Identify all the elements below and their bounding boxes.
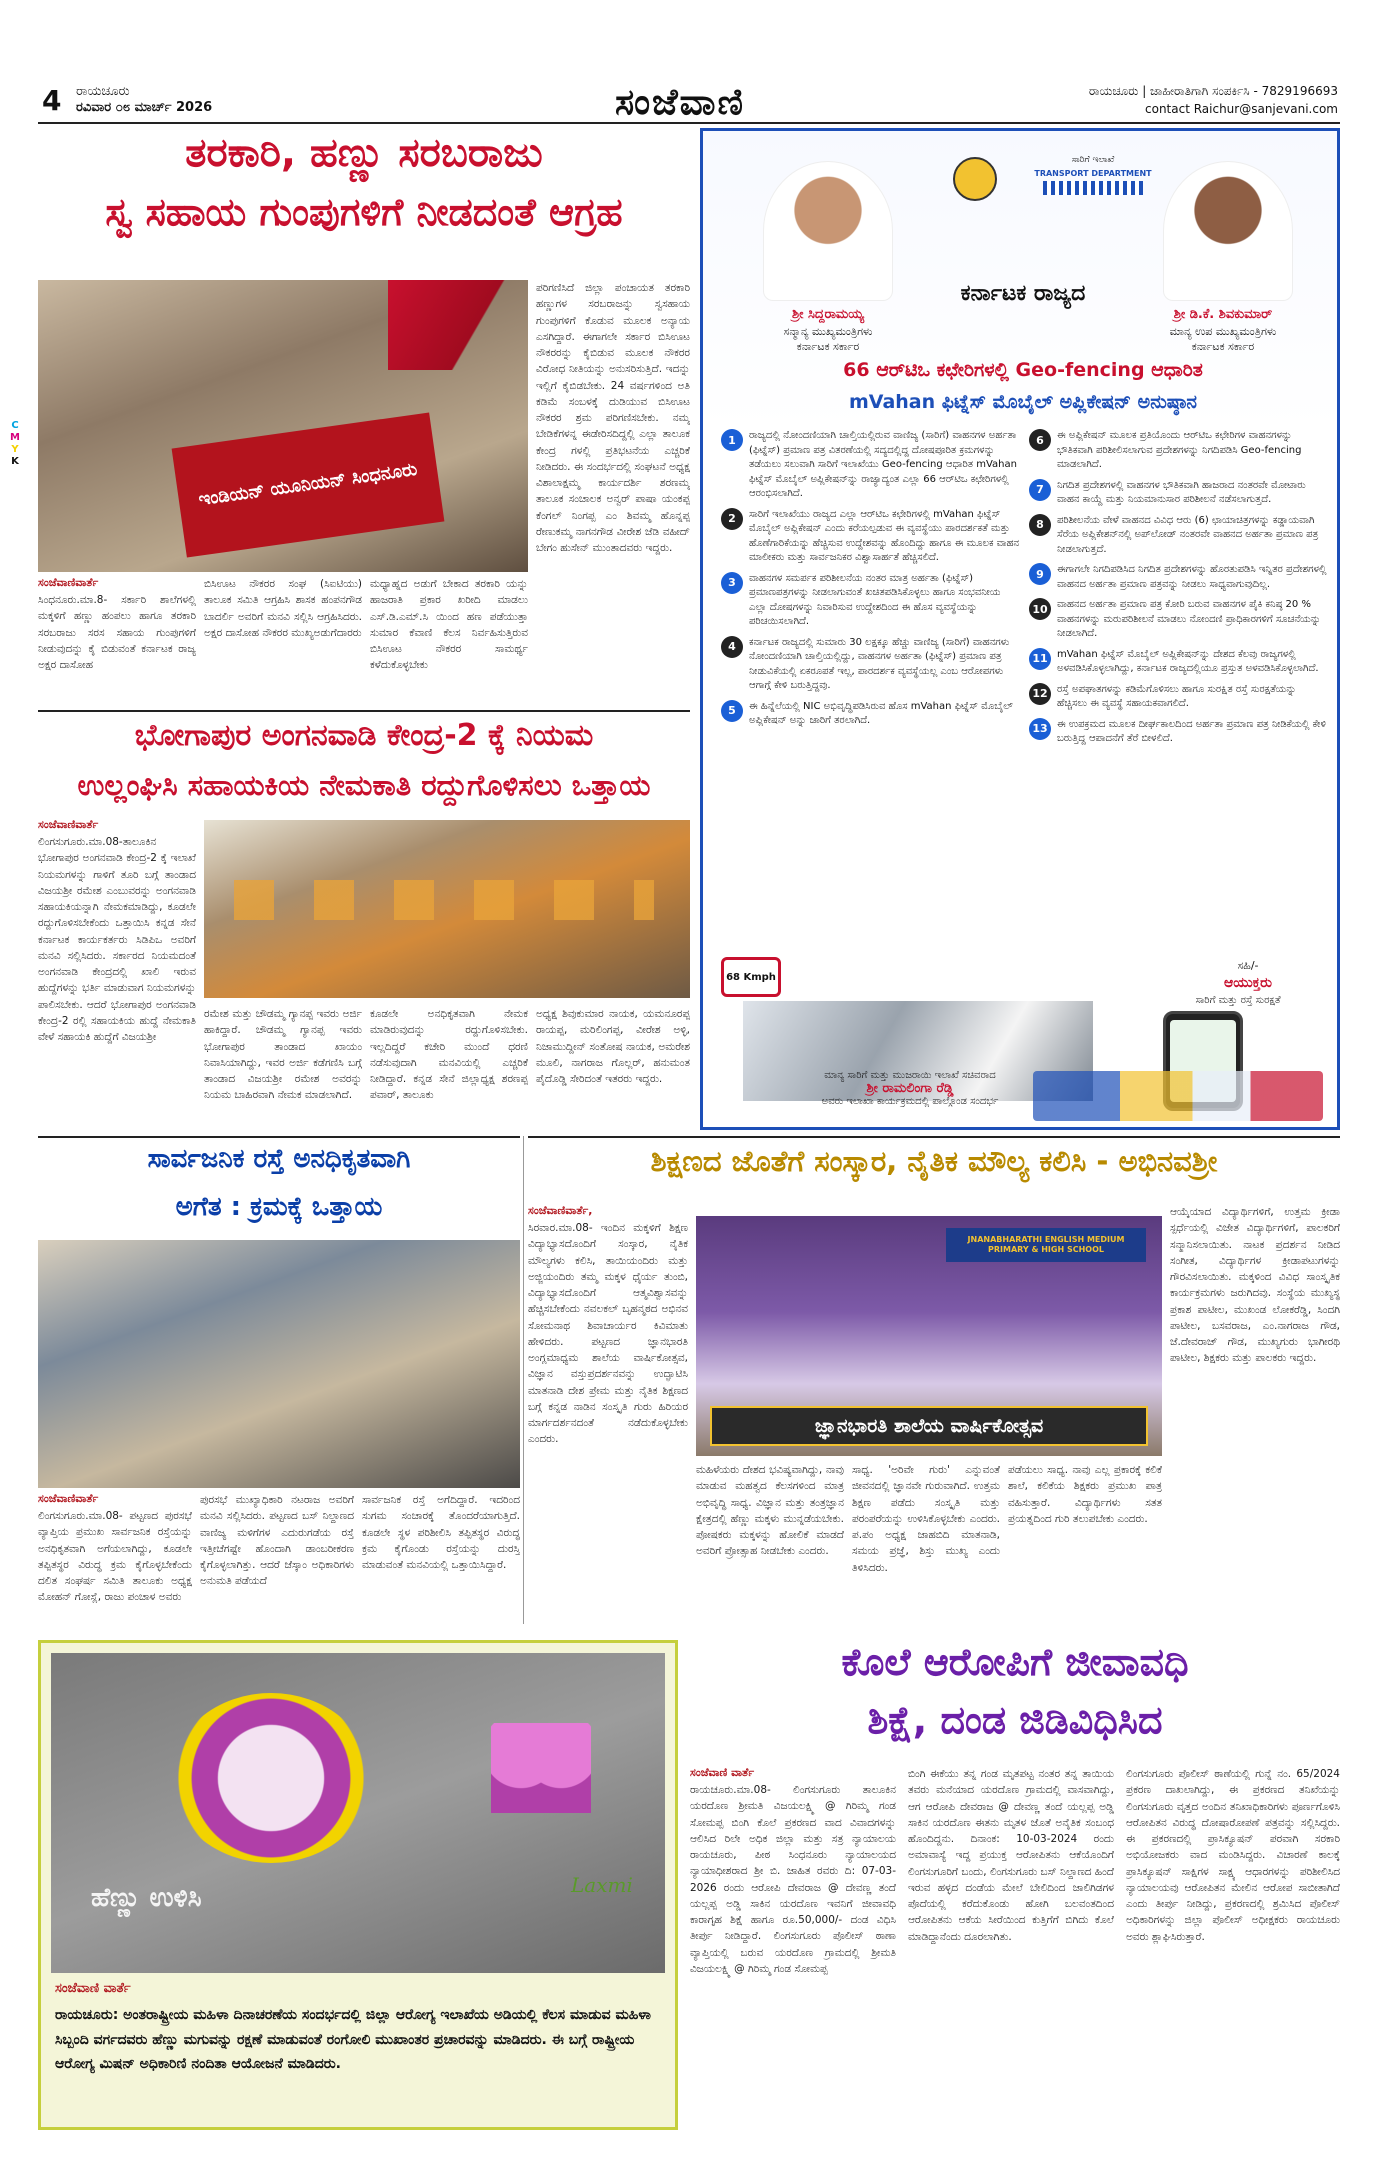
ad-point bbox=[1029, 514, 1329, 558]
ad-point bbox=[1029, 563, 1329, 592]
story6-byline: ಸಂಜೆವಾಣಿ ವಾರ್ತೆ bbox=[690, 1766, 755, 1779]
cm-title-1: ಸನ್ಮಾನ್ಯ ಮುಖ್ಯಮಂತ್ರಿಗಳು bbox=[783, 325, 873, 338]
point-text: ಈ ಉಪಕ್ರಮದ ಮೂಲಕ ದೀರ್ಘಕಾಲದಿಂದ ಅರ್ಹತಾ ಪ್ರಮಾಣ ಪತ್ರ ನೀಡಿಕೆಯಲ್ಲಿ ಕೇಳಿ ಬರುತ್ತಿದ್ದ ಆಪಾದನೆಗೆ ತೆರೆ ಬೀಳಲಿದೆ. bbox=[1057, 718, 1326, 744]
story-anganwadi bbox=[38, 710, 690, 1130]
minister-caption-block bbox=[730, 1070, 1090, 1130]
story3-headline-1: ಸಾರ್ವಜನಿಕ ರಸ್ತೆ ಅನಧಿಕೃತವಾಗಿ bbox=[147, 1144, 411, 1174]
story6-headline-1: ಕೊಲೆ ಆರೋಪಿಗೆ ಜೀವಾವಧಿ bbox=[841, 1640, 1189, 1684]
dcm-name: ಶ್ರೀ ಡಿ.ಕೆ. ಶಿವಕುಮಾರ್ bbox=[1173, 307, 1273, 322]
point-text: ಈ ಹಿನ್ನೆಲೆಯಲ್ಲಿ NIC ಅಭಿವೃದ್ಧಿಪಡಿಸಿರುವ ಹೊಸ mVahan ಫಿಟ್ನೆಸ್ ಮೊಬೈಲ್ ಅಪ್ಲಿಕೇಷನ್ ಅನ್ನು ಜಾರಿಗೆ ತರಲಾಗಿದೆ. bbox=[749, 700, 1013, 726]
story2-col-left: ಲಿಂಗಸುಗೂರು.ಮಾ.08-ತಾಲೂಕಿನ ಭೋಗಾಪುರ ಅಂಗನವಾಡಿ ಕೇಂದ್ರ-2 ಕ್ಕೆ ಇಲಾಖೆ ನಿಯಮಗಳನ್ನು ಗಾಳಿಗೆ ತೂರಿ ಬಗ್ಗೆ ತಾಂಡಾದ ವಿಜಯಶ್ರೀ ರಮೇಶ ಎಂಬುವರನ್ನು ಅಂಗನವಾಡಿ ಸಹಾಯಕಿಯನ್ನಾಗಿ ನೇಮಕಮಾಡಿದ್ದು, ಕೂಡಲೇ ರದ್ದುಗೊಳಿಸಬೇಕೆಂದು ಒತ್ತಾಯಿಸಿ ಕನ್ನಡ ಸೇನೆ ಕರ್ನಾಟಕ ಕಾರ್ಯಕರ್ತರು ಸಿಡಿಪಿಒ ಅವರಿಗೆ ಮನವಿ ಸಲ್ಲಿಸಿದರು. ಸರ್ಕಾರದ ನಿಯಮದಂತೆ ಅಂಗನವಾಡಿ ಕೇಂದ್ರದಲ್ಲಿ ಖಾಲಿ ಇರುವ ಹುದ್ದೆಗಳನ್ನು ಭರ್ತಿ ಮಾಡುವಾಗ ನಿಯಮಗಳನ್ನು ಪಾಲಿಸಬೇಕು. ಆದರೆ ಭೋಗಾಪುರ ಅಂಗನವಾಡಿ ಕೇಂದ್ರ-2 ರಲ್ಲಿ ಸಹಾಯಕಿಯ ಹುದ್ದೆ ನೇಮಕಾತಿ ವೇಳೆ ಸಹಾಯಕಿ ಹುದ್ದೆಗೆ ವಿಜಯಶ್ರೀ bbox=[38, 836, 196, 1044]
point-number: 1 bbox=[721, 429, 743, 451]
point-text: ಕರ್ನಾಟಕ ರಾಜ್ಯದಲ್ಲಿ ಸುಮಾರು 30 ಲಕ್ಷಕ್ಕೂ ಹೆಚ್ಚು ವಾಣಿಜ್ಯ (ಸಾರಿಗೆ) ವಾಹನಗಳು ನೋಂದಣಿಯಾಗಿ ಚಾಲ್ತಿಯಲ್ಲಿದ್ದು, ವಾಹನಗಳ ಅರ್ಹತಾ (ಫಿಟ್ನೆಸ್) ಪ್ರಮಾಣ ಪತ್ರ ನೀಡುವಿಕೆಯಲ್ಲಿ ಏಕರೂಪತೆ ಇಲ್ಲ, ಪಾರದರ್ಶಕ ವ್ಯವಸ್ಥೆಯಲ್ಲ ಎಂಬ ಆರೋಪಗಳು ಆಗಾಗ್ಗೆ ಕೇಳಿ ಬರುತ್ತಿದ್ದವು. bbox=[749, 636, 1010, 691]
saffron-scarves bbox=[234, 880, 654, 920]
signoff-1: ಸಹಿ/- bbox=[1237, 959, 1259, 972]
banner-text: ಇಂಡಿಯನ್ ಯೂನಿಯನ್ ಸಿಂಧನೂರು bbox=[197, 459, 419, 511]
ad-point bbox=[1029, 648, 1329, 677]
story-vegetables bbox=[38, 124, 690, 704]
story3-headline-2: ಅಗೆತ : ಕ್ರಮಕ್ಕೆ ಒತ್ತಾಯ bbox=[175, 1192, 383, 1222]
story2-col-m3: ಅಧ್ಯಕ್ಷ ಶಿವುಕುಮಾರ ನಾಯಕ, ಯಮನೂರಪ್ಪ ರಾಯಪ್ಪ, ಮರಿಲಿಂಗಪ್ಪ, ವೀರೇಶ ಅಳ್ಳಿ, ನಿಜಾಮುದ್ದೀನ್ ಸಂತೋಷ ನಾಯಕ, ಅಮರೇಶ ಮೂಲಿ, ನಾಗರಾಜ ಗೊಲ್ಲರ್, ಹನುಮಂತ ಪೈದೊಡ್ಡಿ ಸೇರಿದಂತೆ ಇತರರು ಇದ್ದರು. bbox=[536, 1008, 690, 1086]
edition-label: ರಾಯಚೂರು bbox=[76, 84, 130, 99]
cmyk-marks bbox=[8, 420, 22, 468]
story6-col-3: ಲಿಂಗಸುಗೂರು ಪೊಲೀಸ್ ಠಾಣೆಯಲ್ಲಿ ಗುನ್ನೆ ನಂ. 65/2024 ಪ್ರಕರಣ ದಾಖಲಾಗಿದ್ದು, ಈ ಪ್ರಕರಣದ ತನಿಖೆಯನ್ನು ಲಿಂಗಸುಗೂರು ವೃತ್ತದ ಅಂದಿನ ತನಿಖಾಧಿಕಾರಿಗಳು ಪೂರ್ಣಗೊಳಿಸಿ ಆರೋಪಿತನ ವಿರುದ್ಧ ದೋಷಾರೋಪಣೆ ಪತ್ರವನ್ನು ಸಲ್ಲಿಸಿದ್ದರು. ಈ ಪ್ರಕರಣದಲ್ಲಿ ಪ್ರಾಸಿಕ್ಯೂಷನ್ ಪರವಾಗಿ ಸರಕಾರಿ ಅಭಿಯೋಜಕರು ವಾದ ಮಂಡಿಸಿದ್ದರು. ವಿಚಾರಣೆ ಕಾಲಕ್ಕೆ ಪ್ರಾಸಿಕ್ಯೂಷನ್ ಸಾಕ್ಷಿಗಳ ಸಾಕ್ಷ್ಯ ಆಧಾರಗಳನ್ನು ಪರಿಶೀಲಿಸಿದ ನ್ಯಾಯಾಲಯವು ಆರೋಪಿತನ ಮೇಲಿನ ಆರೋಪ ಸಾಬೀತಾಗಿದೆ ಎಂದು ತೀರ್ಪು ನೀಡಿದ್ದು, ಪ್ರಕರಣದಲ್ಲಿ ಶ್ರಮಿಸಿದ ಪೊಲೀಸ್ ಅಧಿಕಾರಿಗಳನ್ನು ಜಿಲ್ಲಾ ಪೊಲೀಸ್ ಅಧೀಕ್ಷಕರು ರಾಯಚೂರು ಅವರು ಶ್ಲಾಘಿಸಿರುತ್ತಾರೆ. bbox=[1126, 1768, 1340, 1943]
speed-sign bbox=[721, 957, 781, 997]
story2-photo bbox=[204, 820, 690, 998]
cmyk-m: M bbox=[10, 432, 20, 443]
point-text: ರಸ್ತೆ ಅಪಘಾತಗಳನ್ನು ಕಡಿಮೆಗೊಳಿಸಲು ಹಾಗೂ ಸುರಕ್ಷಿತ ರಸ್ತೆ ಸುರಕ್ಷತೆಯನ್ನು ಹೆಚ್ಚಿಸಲು ಈ ವ್ಯವಸ್ಥೆ ಸಹಾಯಕವಾಗಲಿದೆ. bbox=[1057, 683, 1297, 709]
point-number: 3 bbox=[721, 572, 743, 594]
dept-logo-bars bbox=[1043, 181, 1143, 195]
story1-col-b: ಬಿಸಿಊಟ ನೌಕರರ ಸಂಘ (ಸಿಐಟಿಯು) ತಾಲೂಕ ಸಮಿತಿ ಆಗ್ರಹಿಸಿ ಶಾಸಕ ಹಂಪನಗೌಡ ಬಾದರ್ಲಿ ಅವರಿಗೆ ಮನವಿ ಸಲ್ಲಿಸಿ ಆಗ್ರಹಿಸಿದರು. ಅಕ್ಷರ ದಾಸೋಹ ನೌಕರರ ಮುಖ್ಯಅಡುಗೆದಾರರು bbox=[204, 578, 362, 639]
ad-points-left bbox=[721, 429, 1021, 949]
story2-top-rule bbox=[38, 710, 690, 712]
point-number: 7 bbox=[1029, 479, 1051, 501]
ad-title-3: mVahan ಫಿಟ್ನೆಸ್ ಮೊಬೈಲ್ ಅಪ್ಲಿಕೇಷನ್ ಅನುಷ್ಠಾನ bbox=[849, 391, 1197, 413]
story1-photo bbox=[38, 280, 528, 572]
signoff-3: ಸಾರಿಗೆ ಮತ್ತು ರಸ್ತೆ ಸುರಕ್ಷತೆ bbox=[1195, 995, 1281, 1006]
cmyk-y: Y bbox=[11, 444, 19, 455]
story6-col-2: ಬಿಂಗಿ ಈಕೆಯು ತನ್ನ ಗಂಡ ಮೃತಪಟ್ಟ ನಂತರ ತನ್ನ ತಾಯಿಯ ತವರು ಮನೆಯಾದ ಯರದೊಣ ಗ್ರಾಮದಲ್ಲಿ ವಾಸವಾಗಿದ್ದು, ಆಗ ಆರೋಪಿ ದೇವರಾಜ @ ದೇವಣ್ಣ ತಂದೆ ಯಲ್ಲಪ್ಪ ಅಡ್ಡಿ ಸಾಕಿನ ಯರದೊಣ ಈತನು ಮೃತಳ ಜೊತೆ ಅನೈತಿಕ ಸಂಬಂಧ ಹೊಂದಿದ್ದನು. ದಿನಾಂಕ: 10-03-2024 ರಂದು ಅಮಾವಾಸ್ಯೆ ಇದ್ದ ಪ್ರಯುಕ್ತ ಆರೋಪಿತನು ಆಕೆಯೊಂದಿಗೆ ಲಿಂಗಸುಗೂರಿಗೆ ಬಂದು, ಲಿಂಗಸುಗೂರು ಬಸ್ ನಿಲ್ದಾಣದ ಹಿಂದೆ ಇರುವ ಹಳ್ಳದ ದಂಡೆಯ ಮೇಲೆ ಬೇಲಿದಿಂದ ಜಾಲಿಗಿಡಗಳ ಪೊದೆಯಲ್ಲಿ ಕರೆದುಕೊಂಡು ಹೋಗಿ ಬಲವಂತದಿಂದ ಆರೋಪಿತನು ಆಕೆಯ ಸೀರೆಯಿಂದ ಕುತ್ತಿಗೆಗೆ ಬಿಗಿದು ಕೊಲೆ ಮಾಡಿದ್ದಾನೆಂದು ದೂರಲಾಗಿತು. bbox=[908, 1768, 1114, 1943]
story4-headline: ಶಿಕ್ಷಣದ ಜೊತೆಗೆ ಸಂಸ್ಕಾರ, ನೈತಿಕ ಮೌಲ್ಯ ಕಲಿಸಿ - ಅಭಿನವಶ್ರೀ bbox=[650, 1144, 1218, 1178]
ad-point bbox=[721, 636, 1021, 694]
story3-col-3: ಸಾರ್ವಜನಿಕ ರಸ್ತೆ ಅಗೆದಿದ್ದಾರೆ. ಇದರಿಂದ ಸುಗಮ ಸಂಚಾರಕ್ಕೆ ತೊಂದರೆಯಾಗುತ್ತಿದೆ. ಕೂಡಲೇ ಸ್ಥಳ ಪರಿಶೀಲಿಸಿ ತಪ್ಪಿತಸ್ಥರ ವಿರುದ್ಧ ಕ್ರಮ ಕೈಗೊಂಡು ರಸ್ತೆಯನ್ನು ದುರಸ್ತಿ ಮಾಡುವಂತೆ ಮನವಿಯಲ್ಲಿ ಒತ್ತಾಯಿಸಿದ್ದಾರೆ. bbox=[362, 1494, 520, 1572]
point-number: 6 bbox=[1029, 429, 1051, 451]
dcm-photo bbox=[1163, 161, 1293, 301]
rangoli-heart bbox=[491, 1723, 591, 1813]
story4-top-rule bbox=[528, 1136, 1340, 1138]
point-text: ಈಗಾಗಲೇ ನಿಗದಿಪಡಿಸಿದ ನಿಗದಿತ ಪ್ರದೇಶಗಳನ್ನು ಹೊರತುಪಡಿಸಿ ಇನ್ನಿತರ ಪ್ರದೇಶಗಳಲ್ಲಿ ವಾಹನದ ಅರ್ಹತಾ ಪ್ರಮಾಣ ಪತ್ರವನ್ನು ನೀಡಲು ಸಾಧ್ಯವಾಗುವುದಿಲ್ಲ. bbox=[1057, 564, 1327, 590]
story2-headline-2: ಉಲ್ಲಂಘಿಸಿ ಸಹಾಯಕಿಯ ನೇಮಕಾತಿ ರದ್ದುಗೊಳಿಸಲು ಒತ್ತಾಯ bbox=[77, 768, 651, 802]
ad-point bbox=[721, 700, 1021, 729]
caption-bar bbox=[710, 1406, 1148, 1446]
minister-caption-line-2: ಅವರು ಇಲಾಖಾ ಕಾರ್ಯಕ್ರಮದಲ್ಲಿ ಪಾಲ್ಗೊಂಡ ಸಂದರ್ಭ bbox=[821, 1096, 999, 1107]
point-text: ರಾಜ್ಯದಲ್ಲಿ ನೋಂದಣಿಯಾಗಿ ಚಾಲ್ತಿಯಲ್ಲಿರುವ ವಾಣಿಜ್ಯ (ಸಾರಿಗೆ) ವಾಹನಗಳ ಅರ್ಹತಾ (ಫಿಟ್ನೆಸ್) ಪ್ರಮಾಣ ಪತ್ರ ವಿತರಣೆಯಲ್ಲಿ ಸದ್ಯದಲ್ಲಿದ್ದ ದೋಷಪೂರಿತ ಕ್ರಮಗಳನ್ನು ತಡೆಯಲು ಸಲುವಾಗಿ ಸಾರಿಗೆ ಇಲಾಖೆಯು Geo-fencing ಆಧಾರಿತ mVahan ಫಿಟ್ನೆಸ್ ಮೊಬೈಲ್ ಅಪ್ಲಿಕೇಷನ್‌ನ್ನು ರಾಜ್ಯಾದ್ಯಂತ ಎಲ್ಲಾ 66 ಆರ್‌ಟಿಒ ಕಛೇರಿಗಳಲ್ಲಿ ಆರಂಭಿಸಲಾಗಿದೆ. bbox=[749, 430, 1017, 499]
ad-point bbox=[721, 572, 1021, 630]
school-sign bbox=[946, 1228, 1146, 1262]
story2-col-m1: ರಮೇಶ ಮತ್ತು ಚೌಡಮ್ಮ ಗ್ಯಾನಪ್ಪ ಇವರು ಅರ್ಜಿ ಹಾಕಿದ್ದಾರೆ. ಚೌಡಮ್ಮ ಗ್ಯಾನಪ್ಪ ಇವರು ಭೋಗಾಪುರ ತಾಂಡಾದ ಖಾಯಂ ನಿವಾಸಿಯಾಗಿದ್ದು, ಇವರ ಅರ್ಜಿ ಕಡೆಗಣಿಸಿ ಬಗ್ಗೆ ತಾಂಡಾದ ವಿಜಯಶ್ರೀ ರಮೇಶ ಅವರನ್ನು ನಿಯಮ ಬಾಹಿರವಾಗಿ ನೇಮಕ ಮಾಡಲಾಗಿದೆ. bbox=[204, 1008, 362, 1102]
ad-title-2-visible: 66 ಆರ್‌ಟಿಒ ಕಛೇರಿಗಳಲ್ಲಿ Geo-fencing ಆಧಾರಿತ bbox=[843, 359, 1203, 381]
story-rangoli bbox=[38, 1640, 678, 2130]
ad-point bbox=[1029, 718, 1329, 747]
point-text: ಈ ಅಪ್ಲಿಕೇಷನ್ ಮೂಲಕ ಪ್ರತಿಯೊಂದು ಆರ್‌ಟಿಒ ಕಛೇರಿಗಳ ವಾಹನಗಳನ್ನು ಭೌತಿಕವಾಗಿ ಪರಿಶೀಲಿಸಲಾಗುವ ಪ್ರದೇಶಗಳನ್ನು ನಿಗದಿಪಡಿಸಿ Geo-fencing ಮಾಡಲಾಗಿದೆ. bbox=[1057, 430, 1302, 470]
ad-point bbox=[721, 429, 1021, 502]
story4-photo bbox=[696, 1216, 1162, 1456]
story-road bbox=[38, 1136, 520, 1624]
point-text: mVahan ಫಿಟ್ನೆಸ್ ಮೊಬೈಲ್ ಅಪ್ಲಿಕೇಷನ್‌ನ್ನು ದೇಶದ ಕೆಲವು ರಾಜ್ಯಗಳಲ್ಲಿ ಅಳವಡಿಸಿಕೊಳ್ಳಲಾಗಿದ್ದು, ಕರ್ನಾಟಕ ರಾಜ್ಯದಲ್ಲಿಯೂ ಪ್ರಸ್ತುತ ಅಳವಡಿಸಿಕೊಳ್ಳಲಾಗಿದೆ. bbox=[1057, 648, 1319, 674]
point-number: 11 bbox=[1029, 648, 1051, 670]
story4-bottom-1: ಮಹಿಳೆಯರು ದೇಶದ ಭವಿಷ್ಯವಾಗಿದ್ದು, ನಾವು ಮಾಡುವ ಮಹತ್ವದ ಕೆಲಸಗಳಿಂದ ಮಾತ್ರ ಅಭಿವೃದ್ಧಿ ಸಾಧ್ಯ. ವಿಜ್ಞಾನ ಮತ್ತು ತಂತ್ರಜ್ಞಾನ ಕ್ಷೇತ್ರದಲ್ಲಿ ಹೆಣ್ಣು ಮಕ್ಕಳು ಮುನ್ನಡೆಯಬೇಕು. ಪೋಷಕರು ಮಕ್ಕಳನ್ನು ಹೋಲಿಕೆ ಮಾಡದೆ ಅವರಿಗೆ ಪ್ರೋತ್ಸಾಹ ನೀಡಬೇಕು ಎಂದರು. bbox=[696, 1464, 844, 1558]
point-number: 13 bbox=[1029, 718, 1051, 740]
story2-col-m2: ಕೂಡಲೇ ಅನಧಿಕೃತವಾಗಿ ನೇಮಕ ಮಾಡಿರುವುದನ್ನು ರದ್ದುಗೊಳಿಸಬೇಕು. ಇಲ್ಲದಿದ್ದರೆ ಕಚೇರಿ ಮುಂದೆ ಧರಣಿ ನಡೆಸುವುದಾಗಿ ಮನವಿಯಲ್ಲಿ ಎಚ್ಚರಿಕೆ ನೀಡಿದ್ದಾರೆ. ಕನ್ನಡ ಸೇನೆ ಜಿಲ್ಲಾಧ್ಯಕ್ಷ ಶರಣಪ್ಪ ಪವಾರ್, ತಾಲೂಕು bbox=[370, 1008, 528, 1102]
ad-point bbox=[721, 508, 1021, 566]
cm-title-2: ಕರ್ನಾಟಕ ಸರ್ಕಾರ bbox=[796, 340, 860, 353]
point-text: ವಾಹನದ ಅರ್ಹತಾ ಪ್ರಮಾಣ ಪತ್ರ ಕೋರಿ ಬರುವ ವಾಹನಗಳ ಪೈಕಿ ಕನಿಷ್ಠ 20 % ವಾಹನಗಳನ್ನು ಮರುಪರಿಶೀಲನೆ ಮಾಡಲು ನೋಂದಣಿ ಪ್ರಾಧಿಕಾರಗಳಿಗೆ ಸೂಚನೆಯನ್ನು ನೀಡಲಾಗಿದೆ. bbox=[1057, 599, 1321, 639]
cmyk-c: C bbox=[11, 420, 19, 431]
school-sign-text: JNANABHARATHI ENGLISH MEDIUM PRIMARY & HIGH SCHOOL bbox=[967, 1235, 1125, 1254]
ad-points-right bbox=[1029, 429, 1329, 989]
point-text: ನಿಗದಿತ ಪ್ರದೇಶಗಳಲ್ಲಿ ವಾಹನಗಳ ಭೌತಿಕವಾಗಿ ಹಾಜರಾದ ನಂತರವೇ ಮೋಟಾರು ವಾಹನ ಕಾಯ್ದೆ ಮತ್ತು ನಿಯಮಾನುಸಾರ ಪರಿಶೀಲನೆ ನಡೆಸಲಾಗುತ್ತದೆ. bbox=[1057, 479, 1306, 505]
logo bbox=[520, 78, 840, 126]
story6-headline-2: ಶಿಕ್ಷೆ, ದಂಡ ಜಿಡಿವಿಧಿಸಿದ bbox=[867, 1698, 1163, 1742]
point-number: 10 bbox=[1029, 598, 1051, 620]
story1-headline-2: ಸ್ವ ಸಹಾಯ ಗುಂಪುಗಳಿಗೆ ನೀಡದಂತೆ ಆಗ್ರಹ bbox=[105, 190, 623, 234]
page-number: 4 bbox=[42, 84, 62, 117]
story3-col-2: ಪುರಸಭೆ ಮುಖ್ಯಾಧಿಕಾರಿ ನಟರಾಜ ಅವರಿಗೆ ಮನವಿ ಸಲ್ಲಿಸಿದರು. ಪಟ್ಟಣದ ಬಸ್ ನಿಲ್ದಾಣದ ವಾಣಿಜ್ಯ ಮಳಿಗೆಗಳ ಎದುರುಗಡೆಯ ರಸ್ತೆ ಇತ್ತೀಚೆಗಷ್ಟೇ ಹೊಂದಾಗಿ ಡಾಂಬರೀಕರಣ ಕೈಗೊಳ್ಳಲಾಗಿತ್ತು. ಆದರೆ ಜೆಸ್ಕಾಂ ಅಧಿಕಾರಿಗಳು ಅನುಮತಿ ಪಡೆಯದೆ bbox=[200, 1494, 354, 1588]
dept-english: TRANSPORT DEPARTMENT bbox=[1034, 169, 1152, 178]
ad-point bbox=[1029, 598, 1329, 642]
story-verdict bbox=[690, 1640, 1340, 2130]
rangoli-text: ಹೆಣ್ಣು ಉಳಿಸಿ bbox=[91, 1883, 202, 1913]
minister-name: ಶ್ರೀ ರಾಮಲಿಂಗಾ ರೆಡ್ಡಿ bbox=[866, 1081, 954, 1096]
story4-divider bbox=[523, 1136, 524, 1624]
story3-photo bbox=[38, 1240, 520, 1488]
cmyk-k: K bbox=[11, 456, 19, 467]
protest-banner bbox=[172, 412, 445, 557]
story4-col-right: ಆಯ್ಕೆಯಾದ ವಿದ್ಯಾರ್ಥಿಗಳಿಗೆ, ಉತ್ತಮ ಕ್ರೀಡಾ ಸ್ಪರ್ಧೆಯಲ್ಲಿ ವಿಜೇತ ವಿದ್ಯಾರ್ಥಿಗಳಿಗೆ, ಪಾಲಕರಿಗೆ ಸನ್ಮಾನಿಸಲಾಯಿತು. ನಾಟಕ ಪ್ರದರ್ಶನ ನೀಡಿದ ಸಂಗೀತ, ವಿದ್ಯಾರ್ಥಿಗಳ ಕ್ರೀಡಾಪಟುಗಳನ್ನು ಗೌರವಿಸಲಾಯಿತು. ಮಕ್ಕಳಿಂದ ವಿವಿಧ ಸಾಂಸ್ಕೃತಿಕ ಕಾರ್ಯಕ್ರಮಗಳು ಜರುಗಿದವು. ಸಂಸ್ಥೆಯ ಮುಖ್ಯಸ್ಥ ಪ್ರಕಾಶ ಪಾಟೀಲ, ಮುಖಂಡ ಲೋಕರೆಡ್ಡಿ, ಸಿಂದಗಿ ಪಾಟೀಲ, ಬಸವರಾಜ, ಎಂ.ನಾಗರಾಜ ಗೌಡ, ಜೆ.ದೇವರಾಜ್ ಗೌಡ, ಮುಖ್ಯಗುರು ಭಾಗೀರಥಿ ಪಾಟೀಲ, ಶಿಕ್ಷಕರು ಮತ್ತು ಪಾಲಕರು ಇದ್ದರು. bbox=[1170, 1206, 1340, 1365]
story3-top-rule bbox=[38, 1136, 520, 1138]
signoff-2: ಆಯುಕ್ತರು bbox=[1223, 975, 1273, 991]
point-text: ಪರಿಶೀಲನೆಯ ವೇಳೆ ವಾಹನದ ವಿವಿಧ ಆರು (6) ಛಾಯಾಚಿತ್ರಗಳನ್ನು ಕಡ್ಡಾಯವಾಗಿ ಸೆರೆಯ ಅಪ್ಲಿಕೇಶನ್‌ನಲ್ಲಿ ಅಪ್‌ಲೋಡ್ ನಂತರವೇ ವಾಹನದ ಅರ್ಹತಾ ಪ್ರಮಾಣ ಪತ್ರ ನೀಡಲಾಗುತ್ತದೆ. bbox=[1057, 514, 1319, 555]
story4-col-left: ಸಿರವಾರ.ಮಾ.08- ಇಂದಿನ ಮಕ್ಕಳಿಗೆ ಶಿಕ್ಷಣ ವಿದ್ಯಾಭ್ಯಾಸದೊಂದಿಗೆ ಸಂಸ್ಕಾರ, ನೈತಿಕ ಮೌಲ್ಯಗಳು ಕಲಿಸಿ, ತಾಯಿಯಂದಿರು ಮತ್ತು ಅಜ್ಜಿಯಂದಿರು ತಮ್ಮ ಮಕ್ಕಳ ಧೈರ್ಯ ತುಂಬಿ, ವಿದ್ಯಾಭ್ಯಾಸದೊಂದಿಗೆ ಆತ್ಮವಿಶ್ವಾಸವನ್ನು ಹೆಚ್ಚಿಸಬೇಕೆಂದು ನವಲಕಲ್ ಬೃಹನ್ಮಠದ ಅಭಿನವ ಸೋಮನಾಥ ಶಿವಾಚಾರ್ಯರ ಕಿವಿಮಾತು ಹೇಳಿದರು. ಪಟ್ಟಣದ ಜ್ಞಾನಭಾರತಿ ಅಂಗ್ಲಮಾಧ್ಯಮ ಶಾಲೆಯ ವಾರ್ಷಿಕೋತ್ಸವ, ವಿಜ್ಞಾನ ವಸ್ತುಪ್ರದರ್ಶನವನ್ನು ಉದ್ಘಾಟಿಸಿ ಮಾತನಾಡಿ ದೇಶ ಪ್ರೇಮ ಮತ್ತು ನೈತಿಕ ಶಿಕ್ಷಣದ ಬಗ್ಗೆ ಕನ್ನಡ ನಾಡಿನ ಸಂಸ್ಕೃತಿ ಗುರು ಹಿರಿಯರ ಮಾರ್ಗದರ್ಶನದಂತೆ ನಡೆದುಕೊಳ್ಳಬೇಕು ಎಂದರು. bbox=[528, 1222, 688, 1446]
story5-byline: ಸಂಜೆವಾಣಿ ವಾರ್ತೆ bbox=[55, 1981, 131, 1996]
govt-ad bbox=[700, 128, 1340, 1130]
story3-col-1: ಲಿಂಗಸುಗೂರು.ಮಾ.08- ಪಟ್ಟಣದ ಪುರಸಭೆ ವ್ಯಾಪ್ತಿಯ ಪ್ರಮುಖ ಸಾರ್ವಜನಿಕ ರಸ್ತೆಯನ್ನು ಅನಧಿಕೃತವಾಗಿ ಅಗೆಯಲಾಗಿದ್ದು, ಕೂಡಲೇ ತಪ್ಪಿತಸ್ಥರ ವಿರುದ್ಧ ಕ್ರಮ ಕೈಗೊಳ್ಳಬೇಕೆಂದು ದಲಿತ ಸಂಘರ್ಷ ಸಮಿತಿ ತಾಲೂಕು ಅಧ್ಯಕ್ಷ ಮೋಹನ್ ಗೋಸ್ಲೆ, ರಾಜು ಪಂಚಾಳ ಅವರು bbox=[38, 1510, 192, 1604]
logo-text: ಸಂಜೆವಾಣಿ bbox=[614, 80, 745, 123]
story6-col-1: ರಾಯಚೂರು.ಮಾ.08- ಲಿಂಗಸುಗೂರು ತಾಲೂಕಿನ ಯರದೊಣ ಶ್ರೀಮತಿ ವಿಜಯಲಕ್ಷ್ಮಿ @ ಗಿರಿಮ್ಮ ಗಂಡ ಸೋಮಪ್ಪ ಬಿಂಗಿ ಕೊಲೆ ಪ್ರಕರಣದ ವಾದ ವಿವಾದಗಳನ್ನು ಆಲಿಸಿದ ರಿಲೇ ಅಧಿಕ ಜಿಲ್ಲಾ ಮತ್ತು ಸತ್ರ ನ್ಯಾಯಾಲಯ ರಾಯಚೂರು, ಪೀಠ ಸಿಂಧನೂರು ನ್ಯಾಯಾಲಯದ ನ್ಯಾಯಾಧೀಶರಾದ ಶ್ರೀ ಬಿ. ಜಾಹಿತ ರವರು ದಿ: 07-03-2026 ರಂದು ಆರೋಪಿ ದೇವರಾಜ @ ದೇವಣ್ಣ ತಂದೆ ಯಲ್ಲಪ್ಪ ಅಡ್ಡಿ ಸಾಕಿನ ಯರದೊಣ ಇವನಿಗೆ ಜೀವಾವಧಿ ಕಾರಾಗೃಹ ಶಿಕ್ಷೆ ಹಾಗೂ ರೂ.50,000/- ದಂಡ ವಿಧಿಸಿ ತೀರ್ಪು ನೀಡಿದ್ದಾರೆ. ಲಿಂಗಸುಗೂರು ಪೊಲೀಸ್ ಠಾಣಾ ವ್ಯಾಪ್ತಿಯಲ್ಲಿ ಬರುವ ಯರದೊಣ ಗ್ರಾಮದಲ್ಲಿ ಶ್ರೀಮತಿ ವಿಜಯಲಕ್ಷ್ಮಿ @ ಗಿರಿಮ್ಮ ಗಂಡ ಸೋಮಪ್ಪ bbox=[690, 1784, 896, 1975]
red-flags bbox=[388, 280, 528, 370]
point-text: ಸಾರಿಗೆ ಇಲಾಖೆಯು ರಾಜ್ಯದ ಎಲ್ಲಾ ಆರ್‌ಟಿಒ ಕಛೇರಿಗಳಲ್ಲಿ mVahan ಫಿಟ್ನೆಸ್ ಮೊಬೈಲ್ ಅಪ್ಲಿಕೇಷನ್ ಎಂದು ಕರೆಯಲ್ಪಡುವ ಈ ವ್ಯವಸ್ಥೆಯು ಪಾರದರ್ಶಕತೆ ಮತ್ತು ಹೊಣೆಗಾರಿಕೆಯನ್ನು ಹೆಚ್ಚಿಸುವ ಉದ್ದೇಶವನ್ನು ಹೊಂದಿದ್ದು ಹಾಗೂ ಈ ಮೂಲಕ ವಾಹನ ಮಾಲೀಕರು ಮತ್ತು ಸಾರ್ವಜನಿಕರ ವಿಶ್ವಾಸಾರ್ಹತೆ ಹೆಚ್ಚಿಸಲಿದೆ. bbox=[749, 508, 1020, 563]
speed-label: 68 Kmph bbox=[726, 971, 776, 983]
ad-point bbox=[1029, 479, 1329, 508]
point-number: 4 bbox=[721, 636, 743, 658]
header-right-1: ರಾಯಚೂರು | ಜಾಹೀರಾತಿಗಾಗಿ ಸಂಪರ್ಕಿಸಿ - 7829196693 bbox=[1088, 84, 1338, 98]
story1-col-a: ಸಿಂಧನೂರು.ಮಾ.8- ಸರ್ಕಾರಿ ಶಾಲೆಗಳಲ್ಲಿ ಮಕ್ಕಳಿಗೆ ಹಣ್ಣು ಹಂಪಲು ಹಾಗೂ ತರಕಾರಿ ಸರಬರಾಜು ಸರಸ ಸಹಾಯ ಗುಂಪುಗಳಿಗೆ ನೀಡುವುದನ್ನು ಕೈ ಬಿಡುವಂತೆ ಕರ್ನಾಟಕ ರಾಜ್ಯ ಅಕ್ಷರ ದಾಸೋಹ bbox=[38, 594, 196, 672]
story1-byline: ಸಂಜೆವಾಣಿವಾರ್ತೆ bbox=[38, 576, 99, 589]
minister-caption-line-1: ಮಾನ್ಯ ಸಾರಿಗೆ ಮತ್ತು ಮುಜರಾಯಿ ಇಲಾಖೆ ಸಚಿವರಾದ bbox=[824, 1070, 996, 1081]
story4-bottom-3: ಪಡೆಯಲು ಸಾಧ್ಯ. ನಾವು ಎಲ್ಲ ಪ್ರಕಾರಕ್ಕೆ ಕಲಿಕೆ ಶಾಲೆ, ಕಲಿಕೆಯ ಶಿಕ್ಷಕರು ಪ್ರಮುಖ ಪಾತ್ರ ವಹಿಸುತ್ತಾರೆ. ವಿದ್ಯಾರ್ಥಿಗಳು ಸತತ ಪ್ರಯತ್ನದಿಂದ ಗುರಿ ತಲುಪಬೇಕು ಎಂದರು. bbox=[1008, 1464, 1162, 1525]
point-number: 5 bbox=[721, 700, 743, 722]
story3-byline: ಸಂಜೆವಾಣಿವಾರ್ತೆ bbox=[38, 1492, 99, 1505]
dcm-title-1: ಮಾನ್ಯ ಉಪ ಮುಖ್ಯಮಂತ್ರಿಗಳು bbox=[1169, 325, 1277, 338]
masthead bbox=[0, 0, 1378, 130]
header-right-2: contact Raichur@sanjevani.com bbox=[1145, 102, 1338, 116]
cm-photo bbox=[763, 161, 893, 301]
point-number: 2 bbox=[721, 508, 743, 530]
cm-name: ಶ್ರೀ ಸಿದ್ದರಾಮಯ್ಯ bbox=[792, 307, 864, 322]
date-label: ರವಿವಾರ ೦೮ ಮಾರ್ಚ್ 2026 bbox=[76, 100, 213, 115]
story1-headline-1: ತರಕಾರಿ, ಹಣ್ಣು ಸರಬರಾಜು bbox=[185, 130, 543, 176]
story4-bottom-2: ಸಾಧ್ಯ. 'ಅರಿವೇ ಗುರು' ಎನ್ನುವಂತೆ ಜೀವನದಲ್ಲಿ ಜ್ಞಾನವೇ ಗುರುವಾಗಿದೆ. ಉತ್ತಮ ಶಿಕ್ಷಣ ಪಡೆದು ಸಂಸ್ಕೃತಿ ಮತ್ತು ಪರಂಪರೆಯನ್ನು ಉಳಿಸಿಕೊಳ್ಳಬೇಕು ಎಂದರು. ಪ.ಪಂ ಅಧ್ಯಕ್ಷ ಜಾಹಬಿದಿ ಮಾತನಾಡಿ, ಸಮಯ ಪ್ರಜ್ಞೆ, ಶಿಸ್ತು ಮುಖ್ಯ ಎಂದು ತಿಳಿಸಿದರು. bbox=[852, 1464, 1000, 1574]
point-number: 8 bbox=[1029, 514, 1051, 536]
story4-byline: ಸಂಜೆವಾಣಿವಾರ್ತೆ, bbox=[528, 1204, 593, 1217]
story2-byline: ಸಂಜೆವಾಣಿವಾರ್ತೆ bbox=[38, 818, 99, 831]
ad-point bbox=[1029, 683, 1329, 712]
story-school bbox=[528, 1136, 1340, 1624]
ad-title-1: ಕರ್ನಾಟಕ ರಾಜ್ಯದ bbox=[960, 281, 1086, 306]
point-number: 12 bbox=[1029, 683, 1051, 705]
transport-emblem bbox=[953, 157, 997, 201]
rangoli-photo bbox=[51, 1653, 665, 1973]
point-text: ವಾಹನಗಳ ಸಮರ್ಪಕ ಪರಿಶೀಲನೆಯ ನಂತರ ಮಾತ್ರ ಅರ್ಹತಾ (ಫಿಟ್ನೆಸ್) ಪ್ರಮಾಣಪತ್ರಗಳನ್ನು ನೀಡಲಾಗುವಂತೆ ಖಚಿತಪಡಿಸಿಕೊಳ್ಳಲು ಹಾಗೂ ಸಂಭವನೀಯ ಎಲ್ಲಾ ದೋಷಗಳನ್ನು ನಿವಾರಿಸುವ ಉದ್ದೇಶದಿಂದ ಈ ಹೊಸ ವ್ಯವಸ್ಥೆಯನ್ನು ಪರಿಚಯಿಸಲಾಗಿದೆ. bbox=[749, 572, 1001, 627]
story5-body: ರಾಯಚೂರು: ಅಂತರಾಷ್ಟ್ರೀಯ ಮಹಿಳಾ ದಿನಾಚರಣೆಯ ಸಂದರ್ಭದಲ್ಲಿ ಜಿಲ್ಲಾ ಆರೋಗ್ಯ ಇಲಾಖೆಯ ಅಡಿಯಲ್ಲಿ ಕೆಲಸ ಮಾಡುವ ಮಹಿಳಾ ಸಿಬ್ಬಂದಿ ವರ್ಗದವರು ಹೆಣ್ಣು ಮಗುವನ್ನು ರಕ್ಷಣೆ ಮಾಡುವಂತೆ ರಂಗೋಲಿ ಮುಖಾಂತರ ಪ್ರಚಾರವನ್ನು ಮಾಡಿದರು. ಈ ಬಗ್ಗೆ ರಾಷ್ಟ್ರೀಯ ಆರೋಗ್ಯ ಮಿಷನ್ ಅಧಿಕಾರಿಣಿ ನಂದಿತಾ ಆಯೋಜನೆ ಮಾಡಿದರು. bbox=[55, 2007, 651, 2072]
story2-headline-1: ಭೋಗಾಪುರ ಅಂಗನವಾಡಿ ಕೇಂದ್ರ-2 ಕ್ಕೆ ನಿಯಮ bbox=[134, 718, 594, 753]
story1-col-right: ಪರಿಗಣಿಸಿದೆ ಜಿಲ್ಲಾ ಪಂಚಾಯತ ತರಕಾರಿ ಹಣ್ಣುಗಳ ಸರಬರಾಜನ್ನು ಸ್ವಸಹಾಯ ಗುಂಪುಗಳಿಗೆ ಕೊಡುವ ಮೂಲಕ ಅನ್ಯಾಯ ಎಸಗಿದ್ದಾರೆ. ಈಗಾಗಲೇ ಸರ್ಕಾರ ಬಿಸಿಊಟ ನೌಕರರನ್ನು ಕೈಬಿಡುವ ಮೂಲಕ ನೌಕರರ ವಿರೋಧ ನೀತಿಯನ್ನು ಅನುಸರಿಸುತ್ತಿದೆ. ಇದನ್ನು ಇಲ್ಲಿಗೆ ಕೈಬಿಡಬೇಕು. 24 ವರ್ಷಗಳಿಂದ ಅತಿ ಕಡಿಮೆ ಸಂಬಳಕ್ಕೆ ದುಡಿಯುವ ಬಿಸಿಊಟ ನೌಕರರ ಶ್ರಮ ಪರಿಗಣಿಸಬೇಕು. ನಮ್ಮ ಬೇಡಿಕೆಗಳನ್ನ ಈಡೇರಿಸದಿದ್ದಲ್ಲಿ ಎಲ್ಲಾ ತಾಲೂಕ ಕೇಂದ್ರ ಗಳಲ್ಲಿ ಪ್ರತಿಭಟನೆಯ ಎಚ್ಚರಿಕೆ ನೀಡಿದರು. ಈ ಸಂದರ್ಭದಲ್ಲಿ ಸಂಘಟನೆ ಅಧ್ಯಕ್ಷ ವಿಶಾಲಾಕ್ಷಮ್ಮ ಕಾರ್ಯದರ್ಶಿ ಶರಣಮ್ಮ ತಾಲೂಕ ಸಂಚಾಲಕ ಅನ್ವರ್ ಪಾಷಾ ಯಂಕಪ್ಪ ಕೆಂಗಲ್ ನಿಂಗಪ್ಪ ಎಂ ಶಿವಮ್ಮ ಹೊನ್ನಪ್ಪ ರೇಣುಕಮ್ಮ ನಾಗನಗೌಡ ವೀರೇಶ ಜೆಡಿ ವಹೀದ್ ಬೇಗಂ ಹುಸೇನ್ ಮುಂತಾದವರು ಇದ್ದರು. bbox=[536, 282, 690, 555]
story4-caption: ಜ್ಞಾನಭಾರತಿ ಶಾಲೆಯ ವಾರ್ಷಿಕೋತ್ಸವ bbox=[814, 1415, 1044, 1437]
point-number: 9 bbox=[1029, 563, 1051, 585]
ad-point bbox=[1029, 429, 1329, 473]
rangoli-circle bbox=[171, 1693, 371, 1863]
dept-kannada: ಸಾರಿಗೆ ಇಲಾಖೆ bbox=[1071, 155, 1115, 165]
dcm-title-2: ಕರ್ನಾಟಕ ಸರ್ಕಾರ bbox=[1191, 340, 1255, 353]
rangoli-word: Laxmi bbox=[571, 1873, 633, 1897]
story1-col-c: ಮಧ್ಯಾಹ್ನದ ಅಡುಗೆ ಬೇಕಾದ ತರಕಾರಿ ಯನ್ನು ಹಾಜರಾತಿ ಪ್ರಕಾರ ಖರೀದಿ ಮಾಡಲು ಎಸ್.ಡಿ.ಎಮ್.ಸಿ ಯಿಂದ ಹಣ ಪಡೆಯುತ್ತಾ ಸುಮಾರ ಕೆವಾಣಿ ಕೆಲಸ ನಿರ್ವಹಿಸುತ್ತಿರುವ ಬಿಸಿಊಟ ನೌಕರರ ಸಾಮರ್ಥ್ಯ ಕಳೆದುಕೊಳ್ಳಬೇಕು bbox=[370, 578, 528, 672]
